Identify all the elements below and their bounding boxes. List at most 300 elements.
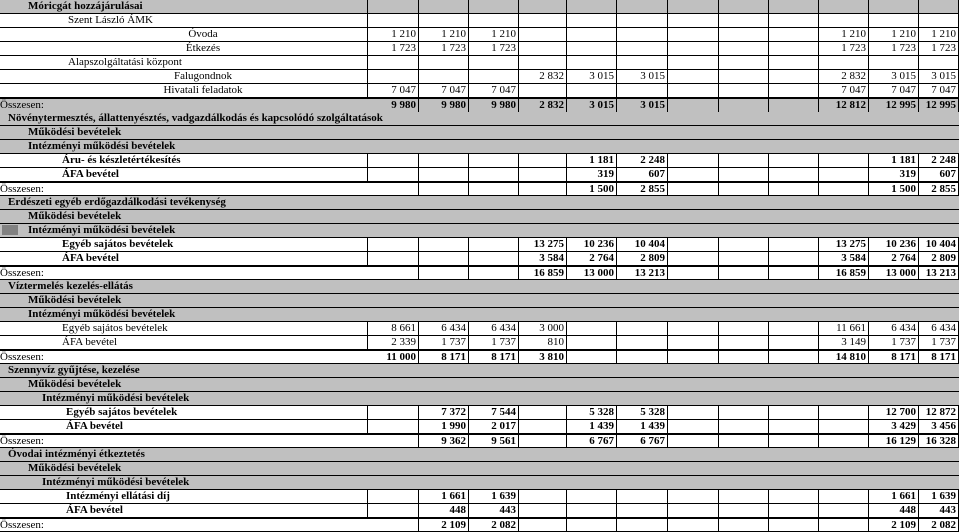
table-cell <box>668 70 719 83</box>
table-cell: 1 439 <box>617 420 668 433</box>
table-row <box>0 14 959 28</box>
table-cell: 9 980 <box>419 99 469 112</box>
table-cell <box>719 154 769 167</box>
table-cell <box>368 420 419 433</box>
table-cell: 8 171 <box>869 351 919 364</box>
table-cell <box>769 252 819 265</box>
table-cell: 12 995 <box>919 99 959 112</box>
table-cell <box>819 519 869 532</box>
table-cell: 2 832 <box>819 70 869 83</box>
table-cell <box>668 519 719 532</box>
table-cell: 1 737 <box>869 336 919 349</box>
table-cell <box>668 336 719 349</box>
table-cell <box>769 504 819 517</box>
table-cell: 6 767 <box>567 435 617 448</box>
table-cell <box>419 56 469 69</box>
table-cell <box>419 70 469 83</box>
table-cell: 6 434 <box>469 322 519 335</box>
table-cell <box>719 351 769 364</box>
table-cell: 12 700 <box>869 406 919 419</box>
total-row <box>0 182 959 196</box>
table-cell <box>419 183 469 196</box>
table-cell: 2 855 <box>617 183 668 196</box>
table-cell: 13 000 <box>567 267 617 280</box>
table-cell <box>519 0 567 13</box>
table-row <box>0 238 959 252</box>
table-cell <box>567 322 617 335</box>
row-label-text: Összesen: <box>0 351 44 363</box>
row-label <box>0 140 959 153</box>
table-cell: 2 082 <box>919 519 959 532</box>
row-label-text: Szennyvíz gyűjtése, kezelése <box>8 364 140 376</box>
table-cell: 607 <box>617 168 668 181</box>
table-cell <box>668 351 719 364</box>
table-cell <box>719 168 769 181</box>
row-label-text: Erdészeti egyéb erdőgazdálkodási tevékenység <box>8 196 226 208</box>
table-cell <box>617 519 668 532</box>
table-cell <box>668 267 719 280</box>
table-cell: 7 047 <box>819 84 869 97</box>
row-label <box>0 392 959 405</box>
row-label-text: Összesen: <box>0 519 44 531</box>
table-cell <box>567 28 617 41</box>
table-cell <box>469 252 519 265</box>
table-cell <box>368 252 419 265</box>
table-cell: 10 236 <box>869 238 919 251</box>
table-cell: 10 236 <box>567 238 617 251</box>
table-cell: 1 990 <box>419 420 469 433</box>
table-row <box>0 322 959 336</box>
table-cell: 2 339 <box>368 336 419 349</box>
table-cell <box>719 336 769 349</box>
row-label <box>0 490 368 503</box>
table-cell <box>519 84 567 97</box>
table-cell <box>567 84 617 97</box>
table-cell: 9 980 <box>469 99 519 112</box>
table-cell <box>519 183 567 196</box>
row-label-text: Összesen: <box>0 183 44 195</box>
table-cell <box>567 56 617 69</box>
row-label-text: Egyéb sajátos bevételek <box>62 238 174 250</box>
row-label-text: Hivatali feladatok <box>163 84 243 96</box>
table-cell: 1 210 <box>368 28 419 41</box>
table-row <box>0 210 959 224</box>
table-cell <box>769 183 819 196</box>
table-cell: 1 181 <box>567 154 617 167</box>
row-label-text: Egyéb sajátos bevételek <box>66 406 178 418</box>
table-cell <box>469 0 519 13</box>
row-label <box>0 267 368 280</box>
table-cell: 10 404 <box>617 238 668 251</box>
table-cell: 3 015 <box>567 99 617 112</box>
table-cell <box>668 183 719 196</box>
table-cell: 13 213 <box>919 267 959 280</box>
row-label <box>0 126 959 139</box>
table-cell <box>617 336 668 349</box>
table-cell <box>719 406 769 419</box>
table-cell: 10 404 <box>919 238 959 251</box>
row-label <box>0 519 368 532</box>
table-cell: 13 213 <box>617 267 668 280</box>
table-cell: 1 210 <box>819 28 869 41</box>
table-cell <box>668 154 719 167</box>
table-cell <box>469 70 519 83</box>
table-cell <box>819 183 869 196</box>
table-cell <box>368 519 419 532</box>
table-cell: 1 210 <box>469 28 519 41</box>
table-cell <box>567 0 617 13</box>
table-cell: 12 995 <box>869 99 919 112</box>
row-label-text: ÁFA bevétel <box>66 420 123 432</box>
row-label-text: Móricgát hozzájárulásai <box>28 0 143 12</box>
table-row <box>0 280 959 294</box>
table-row <box>0 42 959 56</box>
table-cell: 1 723 <box>469 42 519 55</box>
table-cell: 12 812 <box>819 99 869 112</box>
row-label-text: ÁFA bevétel <box>66 504 123 516</box>
row-label-text: Összesen: <box>0 267 44 279</box>
table-cell <box>519 28 567 41</box>
row-label <box>0 435 368 448</box>
table-cell <box>567 519 617 532</box>
table-cell: 8 171 <box>919 351 959 364</box>
table-cell: 2 764 <box>567 252 617 265</box>
table-cell: 5 328 <box>617 406 668 419</box>
table-cell <box>719 99 769 112</box>
table-cell: 3 584 <box>519 252 567 265</box>
table-cell: 1 723 <box>419 42 469 55</box>
table-cell <box>919 0 959 13</box>
table-cell: 1 737 <box>919 336 959 349</box>
row-label-text: Intézményi működési bevételek <box>28 140 176 152</box>
table-cell <box>419 267 469 280</box>
table-cell <box>617 490 668 503</box>
table-cell: 1 439 <box>567 420 617 433</box>
table-cell <box>368 238 419 251</box>
table-cell <box>719 267 769 280</box>
table-cell <box>368 14 419 27</box>
table-cell: 2 832 <box>519 70 567 83</box>
table-cell: 2 855 <box>919 183 959 196</box>
row-label <box>0 238 368 251</box>
row-label <box>0 196 959 209</box>
row-label-text: Óvodai intézményi étkeztetés <box>8 448 145 460</box>
table-cell: 6 434 <box>919 322 959 335</box>
table-cell <box>668 420 719 433</box>
table-cell <box>567 351 617 364</box>
table-cell: 16 859 <box>819 267 869 280</box>
table-cell: 13 275 <box>819 238 869 251</box>
table-cell: 3 149 <box>819 336 869 349</box>
row-label-text: Víztermelés kezelés-ellátás <box>8 280 133 292</box>
table-cell: 1 210 <box>919 28 959 41</box>
row-label-text: ÁFA bevétel <box>62 168 119 180</box>
table-cell: 11 661 <box>819 322 869 335</box>
table-cell <box>769 351 819 364</box>
table-cell <box>668 99 719 112</box>
table-cell <box>368 0 419 13</box>
table-cell: 7 544 <box>469 406 519 419</box>
table-cell <box>519 406 567 419</box>
row-label <box>0 84 368 97</box>
table-cell <box>819 14 869 27</box>
table-row <box>0 252 959 266</box>
table-cell <box>719 0 769 13</box>
table-row <box>0 70 959 84</box>
table-row <box>0 490 959 504</box>
table-cell <box>919 14 959 27</box>
row-label <box>0 336 368 349</box>
row-label-text: Étkezés <box>185 42 221 54</box>
table-row <box>0 406 959 420</box>
table-cell: 1 210 <box>419 28 469 41</box>
row-label-text: Intézményi ellátási díj <box>66 490 170 502</box>
row-label <box>0 504 368 517</box>
table-cell <box>617 28 668 41</box>
table-cell <box>368 168 419 181</box>
table-cell: 2 764 <box>869 252 919 265</box>
table-row <box>0 84 959 98</box>
table-cell <box>668 435 719 448</box>
table-cell: 14 810 <box>819 351 869 364</box>
table-cell <box>769 322 819 335</box>
table-cell <box>769 56 819 69</box>
row-label-text: Működési bevételek <box>28 378 122 390</box>
table-cell: 319 <box>869 168 919 181</box>
table-cell: 2 809 <box>919 252 959 265</box>
row-label <box>0 42 368 55</box>
table-cell: 3 015 <box>567 70 617 83</box>
row-label-text: Szent László ÁMK <box>68 14 153 26</box>
table-cell <box>668 168 719 181</box>
table-row <box>0 504 959 518</box>
row-label-text: ÁFA bevétel <box>62 336 118 348</box>
row-label-text: Alapszolgáltatási központ <box>68 56 182 68</box>
table-row <box>0 154 959 168</box>
table-cell <box>668 406 719 419</box>
table-cell <box>519 490 567 503</box>
table-cell: 8 171 <box>419 351 469 364</box>
row-label <box>0 351 368 364</box>
table-cell <box>617 14 668 27</box>
table-cell <box>368 70 419 83</box>
table-cell: 16 328 <box>919 435 959 448</box>
table-row <box>0 420 959 434</box>
table-cell: 5 328 <box>567 406 617 419</box>
table-cell: 8 171 <box>469 351 519 364</box>
table-cell <box>719 435 769 448</box>
table-cell <box>368 406 419 419</box>
table-cell <box>819 168 869 181</box>
table-cell: 319 <box>567 168 617 181</box>
table-cell <box>668 42 719 55</box>
table-cell <box>769 336 819 349</box>
row-label-text: Működési bevételek <box>28 294 122 306</box>
row-label <box>0 183 368 196</box>
row-label <box>0 448 959 461</box>
table-cell: 1 723 <box>819 42 869 55</box>
total-row <box>0 350 959 364</box>
table-cell <box>519 519 567 532</box>
row-label <box>0 70 368 83</box>
table-cell: 443 <box>469 504 519 517</box>
table-cell <box>668 56 719 69</box>
table-cell: 1 210 <box>869 28 919 41</box>
table-cell <box>617 84 668 97</box>
row-label <box>0 406 368 419</box>
row-label <box>0 28 368 41</box>
table-cell <box>719 14 769 27</box>
table-cell <box>819 56 869 69</box>
table-cell <box>419 238 469 251</box>
table-cell: 9 980 <box>368 99 419 112</box>
table-cell <box>419 0 469 13</box>
table-cell <box>519 14 567 27</box>
table-cell: 1 639 <box>469 490 519 503</box>
table-cell: 6 434 <box>869 322 919 335</box>
table-cell <box>368 267 419 280</box>
table-cell: 1 500 <box>567 183 617 196</box>
table-cell <box>819 406 869 419</box>
table-cell <box>668 490 719 503</box>
table-cell <box>469 154 519 167</box>
table-cell <box>567 14 617 27</box>
marker-square-icon <box>2 225 18 235</box>
table-cell <box>769 14 819 27</box>
table-cell <box>769 420 819 433</box>
table-row <box>0 168 959 182</box>
row-label <box>0 364 959 377</box>
row-label-text: ÁFA bevétel <box>62 252 119 264</box>
row-label-text: Falugondnok <box>173 70 233 82</box>
table-cell: 448 <box>869 504 919 517</box>
table-cell: 1 181 <box>869 154 919 167</box>
table-cell <box>519 168 567 181</box>
row-label <box>0 252 368 265</box>
table-cell <box>719 84 769 97</box>
table-row <box>0 336 959 350</box>
table-cell <box>368 183 419 196</box>
table-cell <box>819 0 869 13</box>
table-cell <box>617 351 668 364</box>
row-label-text: Óvoda <box>188 28 218 40</box>
table-cell <box>519 420 567 433</box>
row-label <box>0 224 959 237</box>
table-cell <box>668 252 719 265</box>
row-label-text: Áru- és készletértékesítés <box>62 154 181 166</box>
table-row <box>0 0 959 14</box>
table-cell: 7 372 <box>419 406 469 419</box>
table-cell: 1 737 <box>419 336 469 349</box>
table-cell <box>567 42 617 55</box>
table-cell <box>469 238 519 251</box>
row-label-text: Intézményi működési bevételek <box>42 392 190 404</box>
table-cell: 607 <box>919 168 959 181</box>
total-row <box>0 434 959 448</box>
table-cell: 3 456 <box>919 420 959 433</box>
table-cell <box>769 238 819 251</box>
table-row <box>0 196 959 210</box>
table-row <box>0 392 959 406</box>
row-label <box>0 378 959 391</box>
row-label-text: Növénytermesztés, állattenyésztés, vadgazdálkodás és kapcsolódó szolgáltatások <box>8 112 383 124</box>
table-cell <box>617 0 668 13</box>
row-label-text: Egyéb sajátos bevételek <box>62 322 168 334</box>
table-cell <box>668 238 719 251</box>
table-cell <box>519 42 567 55</box>
table-cell: 16 859 <box>519 267 567 280</box>
table-cell <box>719 28 769 41</box>
table-cell <box>469 56 519 69</box>
table-cell <box>419 14 469 27</box>
table-cell <box>469 14 519 27</box>
table-cell <box>617 322 668 335</box>
row-label <box>0 14 368 27</box>
table-cell <box>519 154 567 167</box>
table-row <box>0 140 959 154</box>
table-cell: 2 109 <box>869 519 919 532</box>
table-cell <box>567 504 617 517</box>
table-cell <box>469 183 519 196</box>
table-cell <box>819 420 869 433</box>
table-row <box>0 294 959 308</box>
table-cell <box>769 28 819 41</box>
row-label <box>0 308 959 321</box>
table-row <box>0 378 959 392</box>
table-cell: 448 <box>419 504 469 517</box>
table-cell: 6 767 <box>617 435 668 448</box>
table-cell <box>769 154 819 167</box>
table-cell <box>719 504 769 517</box>
table-cell <box>668 322 719 335</box>
table-cell <box>617 42 668 55</box>
table-cell <box>668 504 719 517</box>
table-row <box>0 476 959 490</box>
row-label <box>0 294 959 307</box>
table-cell <box>617 56 668 69</box>
table-cell: 1 661 <box>869 490 919 503</box>
table-cell <box>469 267 519 280</box>
table-cell: 1 500 <box>869 183 919 196</box>
row-label-text: Működési bevételek <box>28 462 122 474</box>
table-cell <box>769 406 819 419</box>
table-cell <box>719 322 769 335</box>
table-cell: 2 248 <box>617 154 668 167</box>
row-label <box>0 210 959 223</box>
table-row <box>0 462 959 476</box>
table-cell <box>919 56 959 69</box>
table-row <box>0 56 959 70</box>
table-cell <box>819 154 869 167</box>
row-label-text: Összesen: <box>0 435 44 447</box>
table-cell <box>719 70 769 83</box>
table-cell <box>368 490 419 503</box>
table-cell: 2 832 <box>519 99 567 112</box>
table-cell: 7 047 <box>368 84 419 97</box>
table-cell <box>719 490 769 503</box>
table-cell: 16 129 <box>869 435 919 448</box>
table-cell: 7 047 <box>869 84 919 97</box>
row-label-text: Működési bevételek <box>28 126 122 138</box>
table-cell <box>469 168 519 181</box>
table-cell: 3 015 <box>869 70 919 83</box>
table-cell <box>519 435 567 448</box>
table-cell <box>719 183 769 196</box>
table-cell <box>368 154 419 167</box>
row-label <box>0 99 368 112</box>
table-cell: 1 723 <box>368 42 419 55</box>
row-label <box>0 112 959 125</box>
